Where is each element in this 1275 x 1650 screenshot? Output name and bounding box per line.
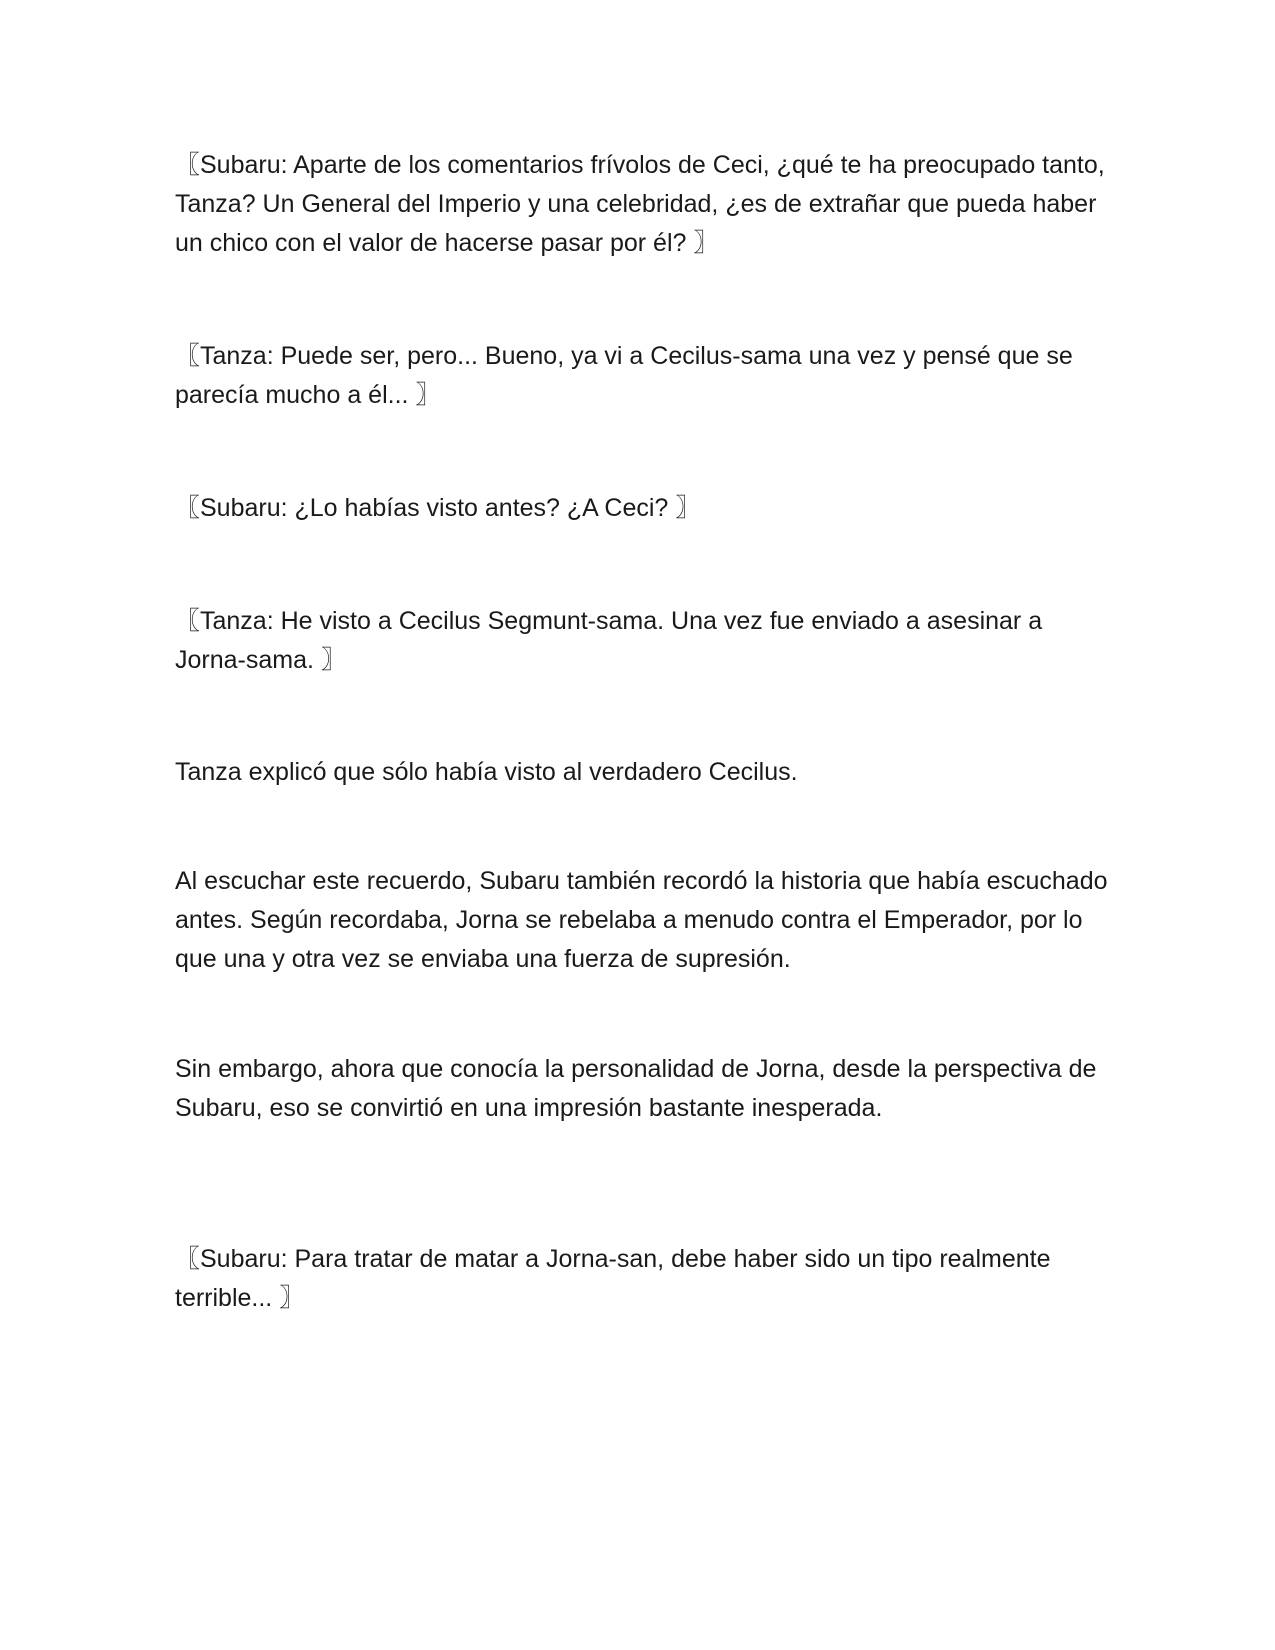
dialogue-tanza-1: 〖Tanza: Puede ser, pero... Bueno, ya vi a Cecilus-sama una vez y pensé que se parecía mucho a él... 〗 — [175, 342, 1073, 409]
dialogue-subaru-2: 〖Subaru: ¿Lo habías visto antes? ¿A Ceci? 〗 — [175, 494, 701, 522]
narration-1: Tanza explicó que sólo había visto al verdadero Cecilus. — [175, 758, 798, 786]
narration-2: Al escuchar este recuerdo, Subaru también recordó la historia que había escuchado antes. Según recordaba, Jorna se rebelaba a menudo contra el Emperador, por lo que una y otra vez se enviaba una fuerza de supresión. — [175, 867, 1108, 973]
dialogue-tanza-2: 〖Tanza: He visto a Cecilus Segmunt-sama. Una vez fue enviado a asesinar a Jorna-sama. 〗 — [175, 607, 1043, 674]
dialogue-subaru-3: 〖Subaru: Para tratar de matar a Jorna-san, debe haber sido un tipo realmente terrible... 〗 — [175, 1245, 1051, 1312]
dialogue-subaru-1: 〖Subaru: Aparte de los comentarios frívolos de Ceci, ¿qué te ha preocupado tanto, Tanza? Un General del Imperio y una celebridad, ¿es de extrañar que pueda haber un chico con el valor de hacerse pasar por él? 〗 — [175, 151, 1105, 257]
narration-3: Sin embargo, ahora que conocía la personalidad de Jorna, desde la perspectiva de Subaru, eso se convirtió en una impresión bastante inesperada. — [175, 1055, 1097, 1122]
